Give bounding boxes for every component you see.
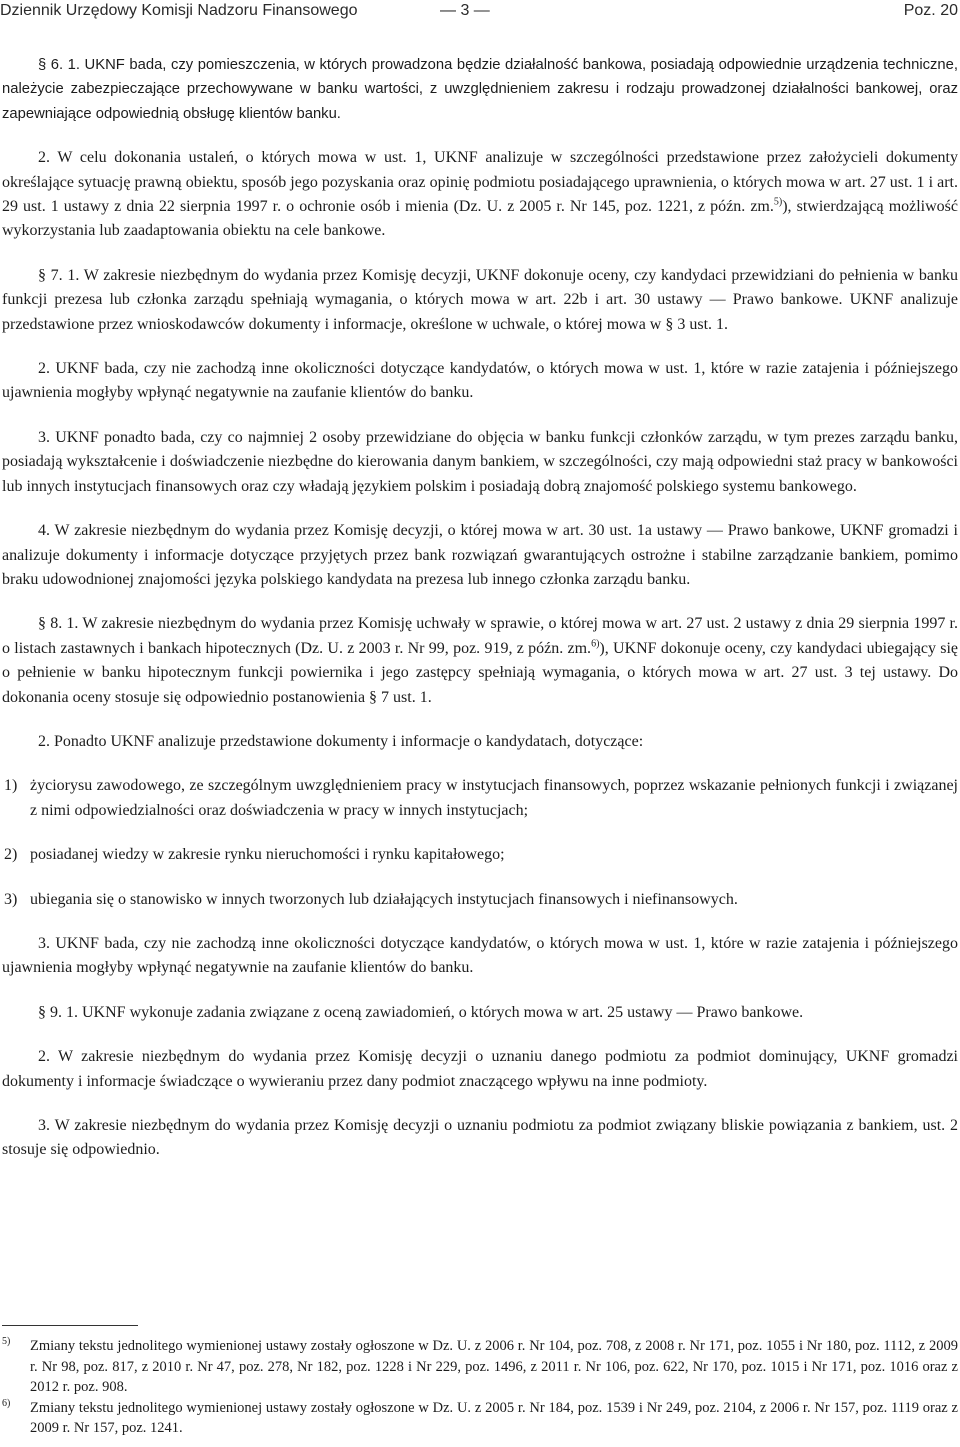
paragraph: 3. UKNF bada, czy nie zachodzą inne okoliczności dotyczące kandydatów, o których mowa w ust. 1, które w razie zatajenia i późniejszego ujawnienia mogłyby wpłynąć negatywnie na zaufanie klientów do banku. xyxy=(2,934,958,977)
paragraph-text-tail: ), stwierdzającą możliwość wykorzystania lub zaadaptowania obiektu na cele bankowe. xyxy=(2,198,959,240)
footnotes xyxy=(2,1336,958,1439)
footnote-mark: 5) xyxy=(2,1336,11,1347)
paragraph-text: 2. W celu dokonania ustaleń, o których mowa w ust. 1, UKNF analizuje w szczególności przedstawione przez założycieli dokumenty określające sytuację prawną obiektu, sposób jego pozyskania oraz opinię podmiotu posiadającego uprawnienia, o których mowa w art. 27 ust. 1 i art. 29 ust. 1 ustawy z dnia 22 sierpnia 1997 r. o ochronie osób i mienia (Dz. U. z 2005 r. Nr 145, poz. 1221, z późn. zm. xyxy=(2,149,958,216)
paragraph: 4. W zakresie niezbędnym do wydania przez Komisję decyzji, o której mowa w art. 30 ust. 1a ustawy — Prawo bankowe, UKNF gromadzi i analizuje dokumenty i informacje dotyczące przyjętych przez bank rozwiązań gwarantujących ostrożne i stabilne zarządzanie bankiem, pomimo braku udowodnionej znajomości języka polskiego kandydata na prezesa lub innego członka zarządu banku. xyxy=(2,522,958,588)
list-item xyxy=(2,843,958,867)
paragraph: 3. W zakresie niezbędnym do wydania przez Komisję decyzji o uznaniu podmiotu za podmiot związany bliskie powiązania z bankiem, ust. 2 stosuje się odpowiednio. xyxy=(2,1117,958,1159)
list-text: ubiegania się o stanowisko w innych tworzonych lub działających instytucjach finansowych i niefinansowych. xyxy=(30,890,738,908)
paragraph xyxy=(2,612,958,710)
page-header xyxy=(0,0,960,26)
footnote-ref: 5) xyxy=(773,196,783,208)
paragraph: § 6. 1. UKNF bada, czy pomieszczenia, w których prowadzona będzie działalność bankowa, posiadają odpowiednie urządzenia techniczne, należycie zabezpieczające przechowywane w banku wartości, z uwzględnieniem zakresu i rodzaju prowadzonej działalności bankowej, oraz zapewniające odpowiednią obsługę klientów banku. xyxy=(2,57,958,122)
footnote-divider xyxy=(2,1325,138,1326)
paragraph: § 9. 1. UKNF wykonuje zadania związane z oceną zawiadomień, o których mowa w art. 25 ustawy — Prawo bankowe. xyxy=(38,1003,804,1021)
list-text: posiadanej wiedzy w zakresie rynku nieruchomości i rynku kapitałowego; xyxy=(30,846,505,864)
paragraph-text-tail: ), UKNF dokonuje oceny, czy kandydaci ubiegający się o pełnienie w banku hipotecznym funkcji powiernika i jego zastępcy spełniają wymagania, o których mowa w art. 27 ust. 3 tej ustawy. Do dokonania oceny stosuje się odpowiednio postanowienia § 7 ust. 1. xyxy=(2,639,959,706)
footnote-text: Zmiany tekstu jednolitego wymienionej ustawy zostały ogłoszone w Dz. U. z 2006 r. Nr 104, poz. 708, z 2008 r. Nr 171, poz. 1055 i Nr 180, poz. 1112, z 2009 r. Nr 98, poz. 817, z 2010 r. Nr 47, poz. 278, Nr 182, poz. 1228 i Nr 229, poz. 1496, z 2011 r. Nr 106, poz. 622, Nr 170, poz. 1015 i Nr 171, poz. 1016 oraz z 2012 r. poz. 908. xyxy=(30,1338,958,1396)
list-number: 1) xyxy=(4,777,18,795)
footnote-text: Zmiany tekstu jednolitego wymienionej ustawy zostały ogłoszone w Dz. U. z 2005 r. Nr 184, poz. 1539 i Nr 249, poz. 2104, z 2006 r. Nr 157, poz. 1119 oraz z 2009 r. Nr 157, poz. 1241. xyxy=(30,1399,958,1437)
footnote-mark: 6) xyxy=(2,1397,11,1409)
list-text: życiorysu zawodowego, ze szczególnym uwzględnieniem pracy w instytucjach finansowych, poprzez wskazanie pełnionych funkcji i związanej z nimi odpowiedzialności oraz doświadczenia w pracy w innych instytucjach; xyxy=(30,777,958,819)
list-item xyxy=(2,888,958,912)
list-item xyxy=(2,774,958,823)
document-body xyxy=(2,53,958,1183)
footnote xyxy=(2,1336,958,1398)
list-number: 3) xyxy=(4,890,18,908)
footnote xyxy=(2,1398,958,1439)
paragraph: § 7. 1. W zakresie niezbędnym do wydania przez Komisję decyzji, UKNF dokonuje oceny, czy kandydaci przewidziani do pełnienia w banku funkcji prezesa lub członka zarządu spełniają wymagania, o których mowa w art. 22b i art. 30 ustawy — Prawo bankowe. UKNF analizuje przedstawione przez wnioskodawców dokumenty i informacje, określone w uchwale, o której mowa w § 3 ust. 1. xyxy=(2,266,958,333)
paragraph: 2. Ponadto UKNF analizuje przedstawione dokumenty i informacje o kandydatach, dotyczące: xyxy=(38,732,644,750)
paragraph xyxy=(2,146,958,244)
position-number: Poz. 20 xyxy=(903,2,958,19)
journal-title: Dziennik Urzędowy Komisji Nadzoru Finansowego xyxy=(0,2,358,19)
paragraph: 2. UKNF bada, czy nie zachodzą inne okoliczności dotyczące kandydatów, o których mowa w ust. 1, które w razie zatajenia i późniejszego ujawnienia mogłyby wpłynąć negatywnie na zaufanie klientów do banku. xyxy=(2,360,958,402)
paragraph: 3. UKNF ponadto bada, czy co najmniej 2 osoby przewidziane do objęcia w banku funkcji członków zarządu, w tym prezes zarządu banku, posiadają wykształcenie i doświadczenie niezbędne do kierowania danym bankiem, w szczególności, czy mają odpowiedni staż pracy w bankowości lub innych instytucjach finansowych oraz czy władają językiem polskim i posiadają dobrą znajomość polskiego systemu bankowego. xyxy=(2,428,958,495)
footnote-ref: 6) xyxy=(591,638,600,650)
paragraph-text: § 8. 1. W zakresie niezbędnym do wydania przez Komisję uchwały w sprawie, o której mowa w art. 27 ust. 2 ustawy z dnia 29 sierpnia 1997 r. o listach zastawnych i bankach hipotecznych (Dz. U. z 2003 r. Nr 99, poz. 919, z późn. zm. xyxy=(2,615,958,657)
paragraph: 2. W zakresie niezbędnym do wydania przez Komisję decyzji o uznaniu danego podmiotu za podmiot dominujący, UKNF gromadzi dokumenty i informacje świadczące o wywieraniu przez dany podmiot znaczącego wpływu na inne podmioty. xyxy=(2,1048,958,1090)
page-number: — 3 — xyxy=(440,2,490,19)
list-number: 2) xyxy=(4,846,18,864)
